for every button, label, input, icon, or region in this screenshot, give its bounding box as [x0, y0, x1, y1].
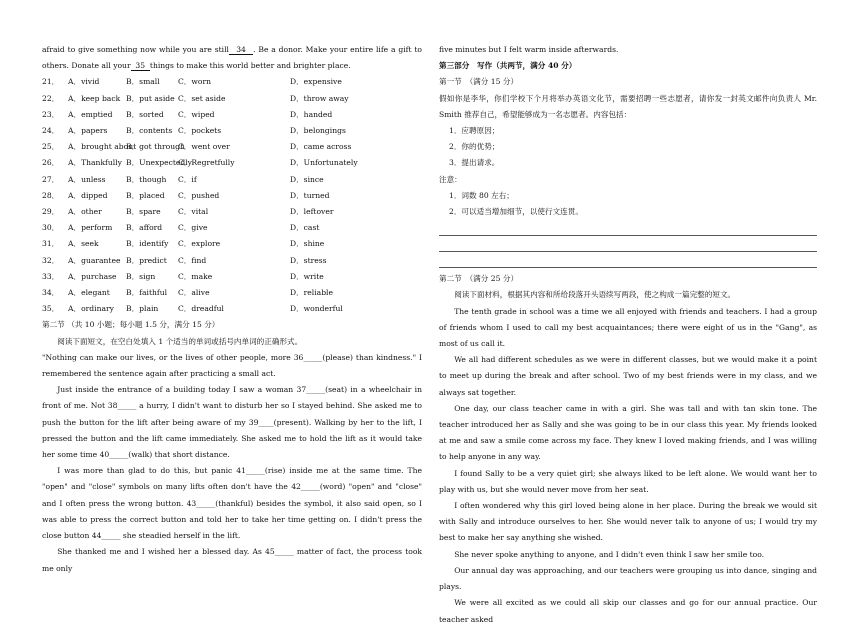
requirement-item: 1．应聘原因； — [449, 126, 500, 136]
writing-section2-title: 第二节 （满分 25 分） — [439, 274, 519, 284]
answer-line — [439, 252, 817, 268]
passage-paragraph: She thanked me and I wished her a blessed day. As 45_____ matter of fact, the process took me only — [42, 547, 422, 573]
right-column — [439, 42, 817, 628]
option-row: 22． A．keep back B．put aside C．set aside D．throw away — [42, 93, 349, 103]
story-paragraph: I found Sally to be a very quiet girl; she always liked to be left alone. We would want her to play with us, but she would never move from her seat. — [439, 468, 817, 494]
continuation-line: five minutes but I felt warm inside afterwards. — [439, 45, 619, 54]
passage-paragraph: I was more than glad to do this, but panic 41_____(rise) inside me at the same time. The "open" and "close" symbols on many lifts often don't have the 42_____(word) "open" and "close" and I often press the wrong button. 43_____(thankful) besides the symbol, it also said open, so I was able to press the correct button and told her to take her time getting on. I didn't press the close button 44_____ she steadied herself in the lift. — [42, 466, 422, 541]
story-paragraph: We were all excited as we could all skip our classes and go for our annual practice. Our teacher asked — [439, 598, 817, 624]
note-item: 2．可以适当增加细节，以使行文连贯。 — [449, 207, 583, 217]
passage-paragraph: Just inside the entrance of a building today I saw a woman 37_____(seat) in a wheelchair in front of me. Not 38_____ a hurry, I didn't want to disturb her so I stayed behind. She asked me to push the button for the lift after being aware of my 39____(present). Walking by her to the lift, I pressed the button and the lift came immediately. She asked me to hold the lift as it would take her some time 40_____(walk) that short distance. — [42, 385, 422, 460]
option-row: 26． A．Thankfully B．Unexpectedly C．Regretfully D．Unfortunately — [42, 158, 358, 168]
left-column — [42, 42, 422, 577]
story-paragraph: I often wondered why this girl loved being alone in her place. During the break we would sit with Sally and introduce ourselves to her. She would never talk to anyone of us; I would try my best to make her say anything she wished. — [439, 501, 817, 543]
option-row: 27． A．unless B．though C．if D．since — [42, 174, 324, 184]
option-row: 23． A．emptied B．sorted C．wiped D．handed — [42, 109, 333, 119]
blank-34: 34 — [229, 45, 253, 55]
option-row: 31． A．seek B．identify C．explore D．shine — [42, 239, 325, 249]
story-paragraph: One day, our class teacher came in with a girl. She was tall and with tan skin tone. The teacher introduced her as Sally and she was going to be in our class this year. My friends looked at me and saw a smile come across my face. They knew I loved making friends, and I was willing to help anyone in any way. — [439, 403, 817, 462]
requirement-item: 2．你的优势； — [449, 142, 500, 152]
option-row: 35． A．ordinary B．plain C．dreadful D．wonderful — [42, 304, 343, 314]
option-row: 28． A．dipped B．placed C．pushed D．turned — [42, 190, 330, 200]
option-row: 32． A．guarantee B．predict C．find D．stress — [42, 255, 327, 265]
passage-intro: afraid to give something now while you are still 34 . Be a donor. Make your entire life a gift to others. Donate all your 35 things to make this world better and brighter place. — [42, 45, 422, 71]
writing-prompt: 假如你是李华，你们学校下个月将举办英语文化节，需要招聘一些志愿者，请你发一封英文邮件向负责人 Mr. Smith 推荐自己，希望能够成为一名志愿者。内容包括： — [439, 93, 817, 119]
option-row: 25． A．brought about B．got through C．went over D．came across — [42, 142, 352, 152]
note-item: 1．词数 80 左右； — [449, 190, 514, 200]
option-row: 30． A．perform B．afford C．give D．cast — [42, 223, 320, 233]
story-paragraph: She never spoke anything to anyone, and I didn't even think I saw her smile too. — [454, 549, 765, 559]
writing-section1-title: 第一节 （满分 15 分） — [439, 77, 519, 87]
answer-line — [439, 236, 817, 252]
notes-title: 注意： — [439, 174, 462, 184]
writing-section2-instruction: 阅读下面材料，根据其内容和所给段落开头语续写两段，使之构成一篇完整的短文。 — [454, 290, 736, 300]
option-row: 21． A．vivid B．small C．worn D．expensive — [42, 77, 342, 87]
option-row: 29． A．other B．spare C．vital D．leftover — [42, 207, 334, 217]
options-list — [42, 74, 422, 317]
section2-title: 第二节 （共 10 小题；每小题 1.5 分，满分 15 分） — [42, 320, 220, 330]
part3-title: 第三部分 写作（共两节，满分 40 分） — [439, 61, 577, 71]
blank-35: 35 — [131, 61, 150, 71]
passage-paragraph: "Nothing can make our lives, or the lives of other people, more 36_____(please) than kindness." I remembered the sentence again after practicing a small act. — [42, 352, 422, 379]
story-paragraph: The tenth grade in school was a time we all enjoyed with friends and teachers. I had a group of friends whom I used to call my best acquaintances; there were eight of us in the "Gang", as most of us call it. — [439, 306, 817, 349]
story-paragraph: We all had different schedules as we were in different classes, but we would make it a point to meet up during the break and after school. Two of my best friends were in my class, and we always sat together. — [439, 355, 817, 397]
answer-line — [439, 220, 817, 236]
option-row: 24． A．papers B．contents C．pockets D．belongings — [42, 126, 346, 136]
requirement-item: 3．提出请求。 — [449, 158, 500, 168]
section2-instruction: 阅读下面短文，在空白处填入 1 个适当的单词或括号内单词的正确形式。 — [57, 336, 303, 346]
option-row: 34． A．elegant B．faithful C．alive D．reliable — [42, 288, 333, 298]
story-paragraph: Our annual day was approaching, and our teachers were grouping us into dance, singing and plays. — [439, 565, 817, 592]
option-row: 33． A．purchase B．sign C．make D．write — [42, 271, 324, 281]
